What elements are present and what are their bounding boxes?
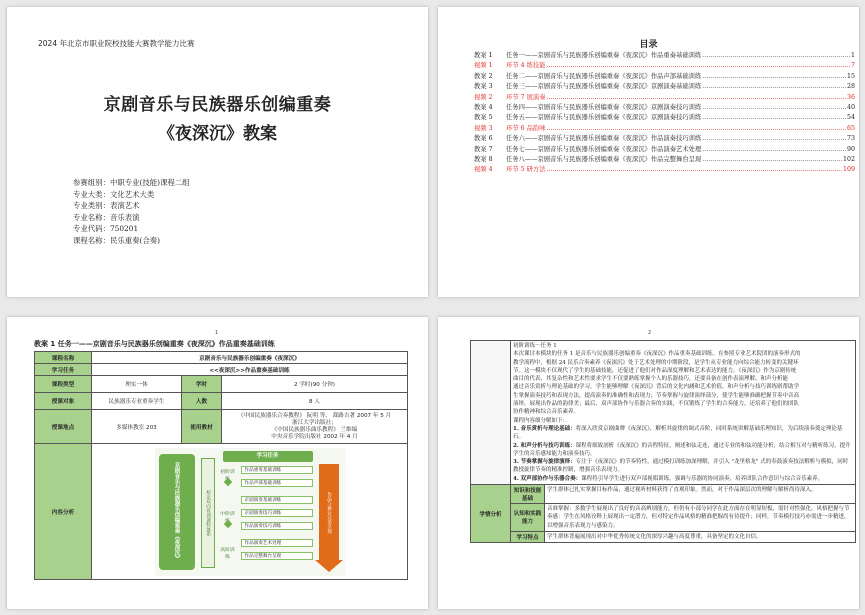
toc-entry-page: 1 bbox=[850, 52, 855, 59]
toc-leader-dots bbox=[702, 104, 846, 111]
toc-entry[interactable] bbox=[474, 92, 855, 102]
cell-hours: 2 学时(90 分钟) bbox=[222, 376, 408, 393]
toc-leader-dots bbox=[547, 166, 842, 173]
task-item: 作品完整舞台呈现 bbox=[241, 552, 313, 560]
label-cell bbox=[471, 341, 511, 485]
stage-label: 初阶训 bbox=[220, 469, 235, 475]
toc-entry[interactable] bbox=[474, 164, 855, 174]
text-line: 协作精神和综合音乐素养。 bbox=[513, 409, 580, 416]
material-line: 中央音乐学院出版社 2002 年 4 月 bbox=[271, 433, 358, 440]
document-title-line1: 京剧音乐与民族器乐创编重奏 bbox=[103, 95, 332, 115]
toc-entry-page: 109 bbox=[842, 166, 855, 174]
point-text: 课程将细致剖析《夜深沉》的音程特征，阐述和弦走连，通过专业的和弦功能分析，结合相互对与精听练习，提升学生的音乐感知能力和演奏技巧。 bbox=[513, 442, 851, 457]
toc-leader-dots bbox=[702, 156, 842, 163]
analysis-value: 学生群体已扎实掌握目标作品，通过视听材料获得了直观印象。然而，对于作品深层次的理解与解析尚待深入。 bbox=[545, 485, 856, 504]
point-item bbox=[513, 458, 853, 475]
text-line: 通过音乐赏析与理论基础的学习，学生能够理解《夜深沉》背后的文化内涵和艺术价值，和声分析与技巧训练则帮助学 bbox=[513, 384, 800, 391]
toc-entry-label: 视频 1 bbox=[474, 62, 493, 70]
stage-label: 高阶训练 bbox=[220, 547, 235, 560]
toc-entry[interactable] bbox=[474, 144, 855, 154]
task-item: 京剧演奏基础训练 bbox=[241, 496, 313, 504]
task-item: 作品演奏技巧训练 bbox=[241, 522, 313, 530]
content-analysis-text bbox=[511, 341, 856, 485]
cover-info-block bbox=[73, 177, 190, 247]
infographic-header: 学习任务 bbox=[223, 451, 313, 462]
lesson-page-1 bbox=[7, 317, 428, 609]
analysis-key: 知识和技能基础 bbox=[511, 485, 545, 504]
page-number: 1 bbox=[215, 330, 219, 336]
toc-entry-title: 环节 6 品韵味 bbox=[506, 124, 546, 132]
contest-title: 2024 年北京市职业院校技能大赛教学能力比赛 bbox=[38, 39, 195, 48]
toc-entry-title: 任务八——京剧音乐与民族器乐创编重奏《夜深沉》作品完整舞台呈现 bbox=[506, 155, 702, 163]
cell-label: 课程名称 bbox=[35, 352, 92, 364]
toc-entry-label: 教案 4 bbox=[474, 103, 493, 111]
learner-analysis-label: 学情分析 bbox=[471, 485, 511, 543]
toc-entry-label: 教案 7 bbox=[474, 145, 493, 153]
info-course: 课程名称：民乐重奏(合奏) bbox=[73, 235, 161, 245]
toc-leader-dots bbox=[547, 94, 846, 101]
cell-label: 授课对象 bbox=[35, 393, 92, 410]
cell-label: 学习任务 bbox=[35, 364, 92, 376]
stage-label: 中阶训 bbox=[220, 511, 235, 517]
toc-leader-dots bbox=[702, 135, 846, 142]
info-group: 参赛组别：中职专业(技能)课程二组 bbox=[73, 178, 190, 187]
cell-task: <<夜深沉>>作品重奏基础训练 bbox=[92, 364, 408, 376]
toc-leader-dots bbox=[702, 83, 846, 90]
lesson-table bbox=[34, 351, 408, 580]
toc-entry-label: 教案 6 bbox=[474, 135, 493, 143]
arrow-down-icon bbox=[315, 560, 343, 572]
text-line: 生掌握演奏技巧和表现方法，提高演奏的准确性和表现力；节奏掌握与旋律演绎部分，使学生能够准确把握节奏中音高 bbox=[513, 392, 800, 399]
text-line: 曲目的代表，其复杂性和艺术性要求学生不仅要熟练掌握个人的乐器技巧，还要具备在创作表演理解、和声分析能 bbox=[513, 376, 789, 383]
material-line: 浙江大学出版社； bbox=[292, 419, 337, 426]
toc-entry-label: 视频 2 bbox=[474, 93, 493, 101]
task-item: 作品演奏艺术处理 bbox=[241, 539, 313, 547]
toc-entry[interactable] bbox=[474, 50, 855, 60]
toc-leader-dots bbox=[702, 146, 846, 153]
info-category: 专业大类：文化艺术大类 bbox=[73, 189, 155, 199]
toc-entry[interactable] bbox=[474, 133, 855, 143]
toc-list bbox=[474, 50, 855, 175]
toc-entry[interactable] bbox=[474, 60, 855, 70]
point-text: 将深入欣赏京剧曲牌《夜深沉》，解析其旋律的调式音阶，同时系统讲解基础乐理知识，为后续演奏奠定理论基石。 bbox=[513, 425, 843, 441]
text-line: 演绎，展现出作品的韵律美；最后，双声部协作与乐器合奏的实践，不仅锻炼了学生的合奏能力，还培养了他们的团队 bbox=[513, 401, 800, 408]
cell-label: 课程类型 bbox=[35, 376, 92, 393]
toc-entry-page: 65 bbox=[846, 124, 855, 132]
point-title: 4. 双声部协作与乐器合奏： bbox=[513, 475, 582, 482]
toc-entry-title: 任务一——京剧音乐与民族器乐创编重奏《夜深沉》作品重奏基础训练 bbox=[506, 52, 702, 59]
toc-entry[interactable] bbox=[474, 112, 855, 122]
cell-label: 授课地点 bbox=[35, 410, 92, 444]
page-number: 2 bbox=[648, 330, 652, 336]
toc-entry-page: 7 bbox=[850, 62, 855, 70]
toc-entry-page: 102 bbox=[842, 155, 855, 163]
point-item bbox=[513, 425, 853, 442]
toc-entry-title: 任务六——京剧音乐与民族器乐创编重奏《夜深沉》作品演奏技巧训练 bbox=[506, 135, 702, 143]
material-line: 《中国民族器乐合奏教程》 阮明 等、 裁路吉著 2007 年 5 月 bbox=[237, 412, 392, 419]
task-item: 京剧演奏技巧训练 bbox=[241, 509, 313, 517]
lesson-page-2 bbox=[438, 317, 859, 609]
cell-course-name: 京剧音乐与民族器乐创编重奏《夜深沉》 bbox=[92, 352, 408, 364]
lesson-heading: 教案 1 任务一——京剧音乐与民族器乐创编重奏《夜深沉》作品重奏基础训练 bbox=[34, 340, 275, 348]
cell-label: 学时 bbox=[182, 376, 222, 393]
toc-entry-page: 73 bbox=[846, 135, 855, 143]
toc-entry-title: 任务三——京剧音乐与民族器乐创编重奏《夜深沉》京剧演奏基础训练 bbox=[506, 83, 702, 91]
text-line: 节。这一模块不仅现代了学生的基础技能，还促进了他们对作品深度理解和艺术表达的能力。《夜深沉》作为京剧传统 bbox=[513, 367, 797, 374]
cell-label: 内容分析 bbox=[35, 444, 92, 580]
toc-entry-page: 90 bbox=[846, 145, 855, 153]
point-item bbox=[513, 442, 853, 459]
cell-label: 人数 bbox=[182, 393, 222, 410]
toc-page bbox=[438, 7, 859, 297]
infographic-course-block: 京剧音乐与民族器乐创编重奏《夜深沉》 bbox=[159, 454, 195, 570]
toc-entry-label: 教案 8 bbox=[474, 155, 493, 163]
info-code: 专业代码：750201 bbox=[73, 224, 139, 234]
infographic-system-block: 校企双向育训课程体系 bbox=[201, 458, 215, 568]
text-line: 初阶训练－任务 1 bbox=[513, 343, 557, 349]
task-item: 作品声部基础训练 bbox=[241, 479, 313, 487]
point-title: 2. 和声分析与技巧训练： bbox=[513, 442, 576, 449]
toc-entry-label: 教案 2 bbox=[474, 72, 493, 80]
toc-entry-title: 任务五——京剧音乐与民族器乐创编重奏《夜深沉》京剧演奏技巧训练 bbox=[506, 114, 702, 122]
cell-target: 民族器乐专业重奏学生 bbox=[92, 393, 182, 410]
toc-entry-title: 任务二——京剧音乐与民族器乐创编重奏《夜深沉》作品声部基础训练 bbox=[506, 72, 702, 80]
toc-entry[interactable] bbox=[474, 154, 855, 164]
toc-leader-dots bbox=[702, 52, 850, 59]
text-line: 课程内容细分解如下： bbox=[513, 417, 569, 424]
point-title: 3. 节奏掌握与旋律演绎： bbox=[513, 459, 576, 466]
toc-entry-title: 任务四——京剧音乐与民族器乐创编重奏《夜深沉》京剧演奏技巧训练 bbox=[506, 103, 702, 111]
cell-materials bbox=[222, 410, 408, 444]
toc-entry-title: 任务七——京剧音乐与民族器乐创编重奏《夜深沉》作品演奏艺术处理 bbox=[506, 145, 702, 153]
material-line: 《中国民族器乐曲乐教程》 兰维编 bbox=[271, 426, 358, 433]
toc-entry[interactable] bbox=[474, 81, 855, 91]
toc-entry-page: 54 bbox=[846, 114, 855, 122]
text-line: 教学流程中，根据 24 民乐合奏素养《夜深沉》处于艺术处理的中期阶段，是学生从专业能力向综合能力转变的关键环 bbox=[513, 359, 799, 366]
point-text: 课程将引导学生进行双声部视唱训练，强调与乐器的协同演奏，培养团队合作意识与综合音乐素养。 bbox=[581, 475, 824, 482]
toc-entry-title: 环节 4 练技能 bbox=[506, 62, 546, 70]
cell-count: 8 人 bbox=[222, 393, 408, 410]
cell-place: 多媒体教室 203 bbox=[92, 410, 182, 444]
toc-entry-page: 36 bbox=[846, 93, 855, 101]
toc-entry-label: 视频 4 bbox=[474, 166, 493, 174]
document-title-line2: 《夜深沉》教案 bbox=[158, 124, 277, 144]
task-item: 作品重奏基础训练 bbox=[241, 466, 313, 474]
toc-entry-page: 15 bbox=[846, 72, 855, 80]
point-text: 专注于《夜深沉》的节奏特性，通过模打训练加深理解，并引入 "龙里格龙" 式的奉鼓演奏技法解析与模拟，同时教授旋律节奏的精准控制，增强音乐表现力。 bbox=[513, 459, 849, 474]
toc-leader-dots bbox=[547, 125, 846, 132]
toc-entry-page: 28 bbox=[846, 83, 855, 91]
toc-entry[interactable] bbox=[474, 71, 855, 81]
toc-entry-label: 教案 1 bbox=[474, 52, 493, 59]
toc-entry[interactable] bbox=[474, 102, 855, 112]
analysis-value: 学生群体普遍展现出对中华优秀传统文化的深厚兴趣与高度尊重，具备坚定的文化自信。 bbox=[545, 531, 856, 542]
cell-type: 理实一体 bbox=[92, 376, 182, 393]
cell-analysis bbox=[92, 444, 408, 580]
toc-entry-title: 环节 5 研方法 bbox=[506, 166, 546, 174]
info-class: 专业类别：表演艺术 bbox=[73, 201, 140, 211]
toc-leader-dots bbox=[702, 73, 846, 80]
cover-page bbox=[7, 7, 428, 297]
toc-leader-dots bbox=[547, 62, 850, 69]
analysis-key: 学习特点 bbox=[511, 531, 545, 542]
toc-leader-dots bbox=[702, 114, 846, 121]
info-major: 专业名称：音乐表演 bbox=[73, 212, 140, 222]
toc-entry[interactable] bbox=[474, 123, 855, 133]
toc-entry-title: 环节 7 展演奏 bbox=[506, 93, 546, 101]
analysis-value: 音准掌握：多数学生展现出了良好的音高辨别能力，但仍有小部分同学在此方面存在明显短板，需针对性强化。风格把握与节奏感：学生在风格诠释上展现出一定潜力，但对特定作品风格的精准把握尚有待提升；同样，节奏模打技巧亦需进一步精进，以增强音乐表现力与感染力。 bbox=[545, 504, 856, 532]
text-line: 本次课讨本模块的任务 1 是音乐与民族器乐创编重奏《夜深沉》作品重奏基础训练。在参照专业艺术院团的演奏形式的 bbox=[513, 351, 801, 358]
toc-entry-label: 教案 3 bbox=[474, 83, 493, 91]
point-title: 1. 音乐赏析与理论基础： bbox=[513, 425, 576, 432]
toc-entry-label: 视频 3 bbox=[474, 124, 493, 132]
point-item bbox=[513, 475, 853, 483]
progress-arrow: 作品与舞台完美呈现 bbox=[319, 464, 339, 562]
toc-entry-label: 教案 5 bbox=[474, 114, 493, 122]
cell-label: 使用教材 bbox=[182, 410, 222, 444]
analysis-table bbox=[470, 340, 856, 543]
toc-title: 目录 bbox=[639, 40, 658, 50]
analysis-key: 认知和实践能力 bbox=[511, 504, 545, 532]
task-infographic bbox=[155, 448, 345, 576]
toc-entry-page: 40 bbox=[846, 103, 855, 111]
